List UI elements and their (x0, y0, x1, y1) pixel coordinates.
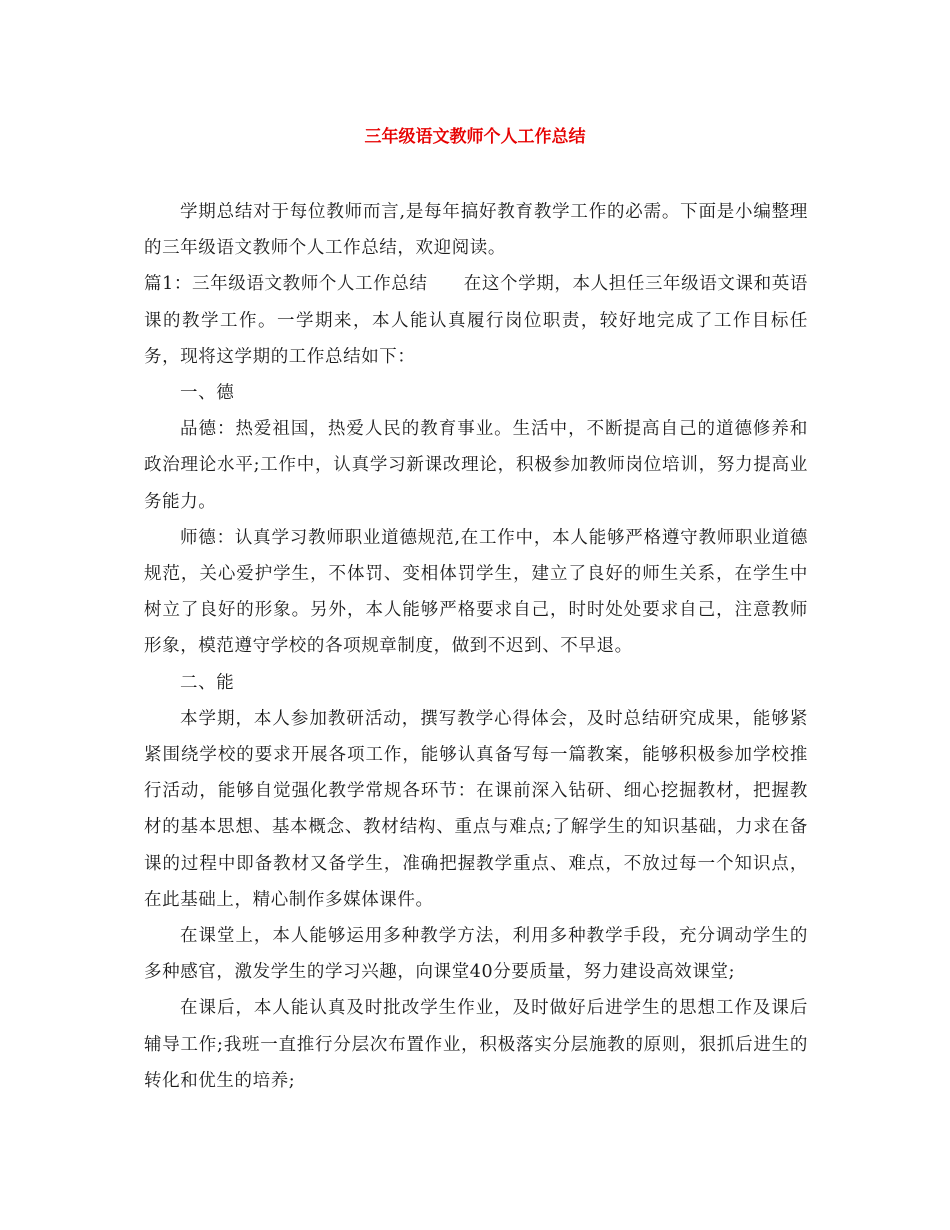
paragraph-part1-heading: 篇1：三年级语文教师个人工作总结 在这个学期，本人担任三年级语文课和英语课的教学工作。一学期来，本人能认真履行岗位职责，较好地完成了工作目标任务，现将这学期的工作总结如下： (144, 274, 808, 367)
paragraph-character: 品德：热爱祖国，热爱人民的教育事业。生活中，不断提高自己的道德修养和政治理论水平;工作中，认真学习新课改理论，积极参加教师岗位培训，努力提高业务能力。 (144, 419, 808, 512)
section-heading-virtue: 一、德 (180, 383, 235, 404)
paragraph-classroom: 在课堂上，本人能够运用多种教学方法，利用多种教学手段，充分调动学生的多种感官，激发学生的学习兴趣，向课堂40分要质量，努力建设高效课堂; (144, 926, 808, 983)
document-body (144, 194, 808, 1099)
paragraph-teacher-ethics: 师德：认真学习教师职业道德规范,在工作中，本人能够严格遵守教师职业道德规范，关心爱护学生，不体罚、变相体罚学生，建立了良好的师生关系，在学生中树立了良好的形象。另外，本人能够严格要求自己，时时处处要求自己，注意教师形象，模范遵守学校的各项规章制度，做到不迟到、不早退。 (144, 527, 808, 657)
document-title: 三年级语文教师个人工作总结 (364, 127, 586, 147)
section-heading-ability: 二、能 (180, 672, 235, 693)
paragraph-after-class: 在课后，本人能认真及时批改学生作业，及时做好后进学生的思想工作及课后辅导工作;我班一直推行分层次布置作业，积极落实分层施教的原则，狠抓后进生的转化和优生的培养; (144, 998, 808, 1091)
paragraph-teaching-research: 本学期，本人参加教研活动，撰写教学心得体会，及时总结研究成果，能够紧紧围绕学校的要求开展各项工作，能够认真备写每一篇教案，能够积极参加学校推行活动，能够自觉强化教学常规各环节：在课前深入钻研、细心挖掘教材，把握教材的基本思想、基本概念、教材结构、重点与难点;了解学生的知识基础，力求在备课的过程中即备教材又备学生，准确把握教学重点、难点，不放过每一个知识点，在此基础上，精心制作多媒体课件。 (144, 708, 808, 910)
paragraph-intro: 学期总结对于每位教师而言,是每年搞好教育教学工作的必需。下面是小编整理的三年级语文教师个人工作总结，欢迎阅读。 (144, 202, 808, 259)
